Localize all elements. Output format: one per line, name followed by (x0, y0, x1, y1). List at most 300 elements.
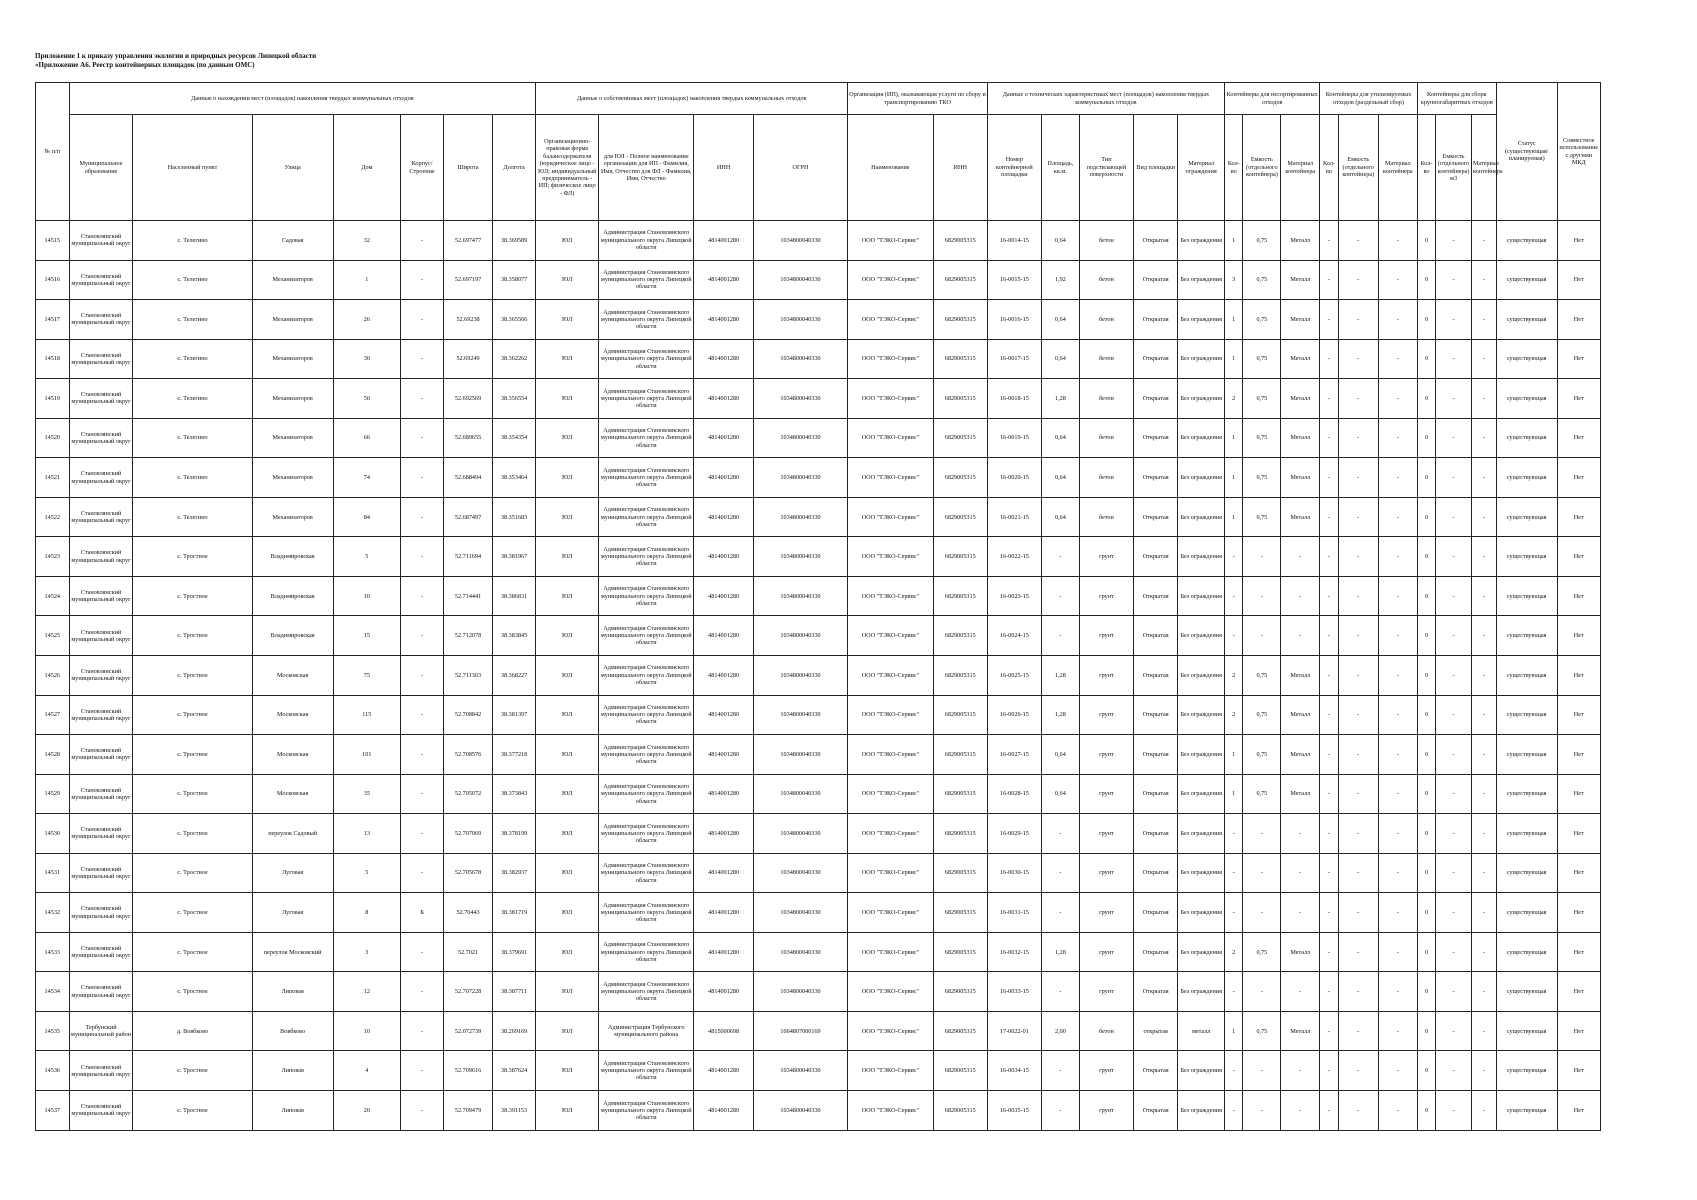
table-cell: - (400, 1011, 443, 1051)
table-cell: Нет (1557, 774, 1601, 814)
table-cell: Металл (1281, 774, 1320, 814)
table-cell: - (1436, 497, 1472, 537)
table-cell: - (1041, 537, 1079, 577)
table-cell: Без ограждения (1178, 458, 1225, 498)
table-cell: ООО "ТЭКО-Сервис" (848, 932, 934, 972)
table-cell: - (1471, 972, 1496, 1012)
table-cell: 0,75 (1243, 418, 1281, 458)
table-cell: 1,28 (1041, 656, 1079, 696)
table-cell: Нет (1557, 853, 1601, 893)
table-cell: - (1471, 1051, 1496, 1091)
table-cell: - (1378, 695, 1417, 735)
table-cell: 52.7021 (444, 932, 493, 972)
table-cell: 52.687497 (444, 497, 493, 537)
table-cell: существующая (1496, 537, 1557, 577)
table-cell: Нет (1557, 735, 1601, 775)
table-cell: ЮЛ (536, 418, 599, 458)
table-cell: с. Тростное (133, 735, 252, 775)
table-cell: - (1436, 537, 1472, 577)
table-row (36, 616, 1601, 656)
table-cell: грунт (1079, 695, 1133, 735)
table-cell: 0 (1417, 735, 1435, 775)
table-cell: 52.072739 (444, 1011, 493, 1051)
table-cell: 38.381967 (492, 537, 535, 577)
table-cell: - (400, 418, 443, 458)
table-cell: - (1471, 418, 1496, 458)
table-cell: Липовая (252, 1091, 333, 1131)
table-cell: Открытая (1133, 616, 1177, 656)
table-cell: Открытая (1133, 932, 1177, 972)
table-cell: ООО "ТЭКО-Сервис" (848, 735, 934, 775)
table-cell: Администрация Становлянского муниципального округа Липецкой области (599, 339, 694, 379)
table-cell: - (1320, 735, 1338, 775)
table-cell: 1034800040330 (753, 418, 847, 458)
table-cell: - (1243, 814, 1281, 854)
table-cell: 14535 (36, 1011, 70, 1051)
table-cell: 38.373843 (492, 774, 535, 814)
table-cell: Без ограждения (1178, 379, 1225, 419)
table-cell: 4814001280 (694, 932, 754, 972)
table-cell: - (1471, 774, 1496, 814)
table-cell: ООО "ТЭКО-Сервис" (848, 814, 934, 854)
table-cell: с. Телегино (133, 260, 252, 300)
table-cell: 35 (333, 774, 400, 814)
table-cell: 6829005315 (933, 576, 987, 616)
table-cell: 1034800040330 (753, 221, 847, 261)
table-cell: Металл (1281, 656, 1320, 696)
table-cell: существующая (1496, 1051, 1557, 1091)
table-cell: 6829005315 (933, 458, 987, 498)
table-cell: - (400, 1051, 443, 1091)
table-cell: - (400, 260, 443, 300)
table-cell: - (1338, 1011, 1378, 1051)
table-cell: бетон (1079, 497, 1133, 537)
table-cell: 0 (1417, 972, 1435, 1012)
table-cell: ООО "ТЭКО-Сервис" (848, 221, 934, 261)
table-cell: Садовая (252, 221, 333, 261)
table-cell: 38.356554 (492, 379, 535, 419)
table-cell: 16-0015-15 (987, 260, 1041, 300)
col-num-header: № п/п (36, 83, 70, 221)
table-cell: - (1436, 695, 1472, 735)
table-cell: Нет (1557, 1091, 1601, 1131)
table-cell: 16-0031-15 (987, 893, 1041, 933)
table-cell: Липовая (252, 1051, 333, 1091)
table-row (36, 853, 1601, 893)
table-cell: Механизаторов (252, 497, 333, 537)
table-cell: - (1281, 853, 1320, 893)
table-cell: 0,64 (1041, 221, 1079, 261)
table-cell: Администрация Становлянского муниципального округа Липецкой области (599, 616, 694, 656)
table-cell: 16-0029-15 (987, 814, 1041, 854)
table-cell: - (1338, 616, 1378, 656)
table-cell: с. Телегино (133, 379, 252, 419)
table-cell: Без ограждения (1178, 932, 1225, 972)
table-cell: Московская (252, 774, 333, 814)
table-cell: - (1378, 1051, 1417, 1091)
table-cell: 0,64 (1041, 774, 1079, 814)
table-cell: - (1320, 1051, 1338, 1091)
table-cell: Металл (1281, 339, 1320, 379)
table-cell: 6829005315 (933, 1091, 987, 1131)
table-cell: Нет (1557, 537, 1601, 577)
table-cell: 6829005315 (933, 932, 987, 972)
table-cell: Открытая (1133, 576, 1177, 616)
table-cell: - (1041, 853, 1079, 893)
table-cell: 1 (1225, 735, 1243, 775)
table-cell: 14528 (36, 735, 70, 775)
table-cell: существующая (1496, 972, 1557, 1012)
table-cell: 52.692569 (444, 379, 493, 419)
table-cell: - (1041, 1051, 1079, 1091)
table-cell: Администрация Становлянского муниципального округа Липецкой области (599, 537, 694, 577)
table-cell: грунт (1079, 814, 1133, 854)
col-mkd-header: Совместное использование с другими МКД (1557, 83, 1601, 221)
table-cell: - (1436, 893, 1472, 933)
table-cell: 52.714441 (444, 576, 493, 616)
table-cell: Становлянский муниципальный округ (69, 221, 133, 261)
table-cell: 0,75 (1243, 300, 1281, 340)
table-cell: Металл (1281, 735, 1320, 775)
table-cell: 52.711303 (444, 656, 493, 696)
table-cell: 0 (1417, 537, 1435, 577)
table-cell: 0,75 (1243, 260, 1281, 300)
table-cell: 26 (333, 300, 400, 340)
table-cell: Администрация Становлянского муниципального округа Липецкой области (599, 893, 694, 933)
table-cell: 14524 (36, 576, 70, 616)
table-cell: бетон (1079, 458, 1133, 498)
table-cell: - (1320, 932, 1338, 972)
table-cell: - (1378, 300, 1417, 340)
table-cell: 0,64 (1041, 300, 1079, 340)
table-cell: 14520 (36, 418, 70, 458)
table-row (36, 656, 1601, 696)
table-cell: - (1041, 1091, 1079, 1131)
table-cell: 1034800040330 (753, 814, 847, 854)
table-cell: грунт (1079, 735, 1133, 775)
table-cell: ООО "ТЭКО-Сервис" (848, 1011, 934, 1051)
table-cell: - (1338, 972, 1378, 1012)
table-cell: 38.377218 (492, 735, 535, 775)
table-cell: 4814001280 (694, 893, 754, 933)
table-cell: грунт (1079, 774, 1133, 814)
table-cell: 0 (1417, 300, 1435, 340)
table-cell: 6829005315 (933, 497, 987, 537)
table-cell: 3 (1225, 260, 1243, 300)
table-cell: ООО "ТЭКО-Сервис" (848, 300, 934, 340)
table-cell: - (1378, 932, 1417, 972)
table-cell: 14533 (36, 932, 70, 972)
group-carrier-header: Организация (ИП), оказывающая услуги по сбору и транспортированию ТКО (848, 83, 988, 115)
table-cell: 1034800040330 (753, 893, 847, 933)
table-cell: 0 (1417, 576, 1435, 616)
table-cell: - (1320, 972, 1338, 1012)
table-cell: 1,28 (1041, 379, 1079, 419)
table-cell: 38.269169 (492, 1011, 535, 1051)
table-cell: 0,75 (1243, 379, 1281, 419)
table-cell: - (1225, 853, 1243, 893)
table-cell: Нет (1557, 300, 1601, 340)
table-cell: Администрация Становлянского муниципального округа Липецкой области (599, 576, 694, 616)
table-cell: 1 (1225, 774, 1243, 814)
table-cell: ЮЛ (536, 735, 599, 775)
table-cell: 52.705678 (444, 853, 493, 893)
table-cell: бетон (1079, 418, 1133, 458)
table-cell: 1034800040330 (753, 735, 847, 775)
column-header: Муниципальное образование (69, 115, 133, 221)
table-cell: ООО "ТЭКО-Сервис" (848, 893, 934, 933)
table-cell: 16-0020-15 (987, 458, 1041, 498)
table-cell: 52.70443 (444, 893, 493, 933)
table-cell: Без ограждения (1178, 735, 1225, 775)
table-cell: - (1378, 853, 1417, 893)
table-cell: - (400, 339, 443, 379)
table-row (36, 932, 1601, 972)
table-cell: Б (400, 893, 443, 933)
table-cell: Липовая (252, 972, 333, 1012)
table-cell: 1034800040330 (753, 932, 847, 972)
table-cell: - (1471, 221, 1496, 261)
table-cell: существующая (1496, 418, 1557, 458)
table-cell: 6829005315 (933, 379, 987, 419)
table-cell: с. Тростное (133, 695, 252, 735)
table-row (36, 497, 1601, 537)
table-cell: с. Телегино (133, 221, 252, 261)
table-cell: грунт (1079, 972, 1133, 1012)
table-cell: 14526 (36, 656, 70, 696)
table-cell: - (1041, 972, 1079, 1012)
table-cell: ЮЛ (536, 972, 599, 1012)
table-cell: - (1436, 735, 1472, 775)
table-cell: 4814001280 (694, 260, 754, 300)
table-cell: Механизаторов (252, 300, 333, 340)
table-cell: Вовбково (252, 1011, 333, 1051)
table-cell: - (1243, 576, 1281, 616)
table-cell: 2,00 (1041, 1011, 1079, 1051)
table-cell: Становлянский муниципальный округ (69, 418, 133, 458)
table-cell: Администрация Становлянского муниципального округа Липецкой области (599, 814, 694, 854)
table-cell: грунт (1079, 932, 1133, 972)
table-cell: - (1436, 1091, 1472, 1131)
table-cell: - (1471, 339, 1496, 379)
table-cell: 6829005315 (933, 814, 987, 854)
table-cell: 0 (1417, 932, 1435, 972)
table-cell: Открытая (1133, 537, 1177, 577)
table-cell: 4814001280 (694, 1051, 754, 1091)
table-cell: Открытая (1133, 853, 1177, 893)
table-cell: - (1471, 576, 1496, 616)
table-cell: - (1338, 379, 1378, 419)
table-cell: ООО "ТЭКО-Сервис" (848, 576, 934, 616)
table-cell: 15 (333, 616, 400, 656)
table-cell: Администрация Становлянского муниципального округа Липецкой области (599, 774, 694, 814)
table-cell: 101 (333, 735, 400, 775)
group-location-header: Данные о нахождении мест (площадок) накопления твердых коммунальных отходов (69, 83, 536, 115)
table-cell: д. Вовбково (133, 1011, 252, 1051)
table-cell: - (1471, 893, 1496, 933)
table-cell: 4814001280 (694, 814, 754, 854)
table-cell: - (1378, 1011, 1417, 1051)
table-cell: Механизаторов (252, 339, 333, 379)
table-cell: существующая (1496, 932, 1557, 972)
table-cell: 1,28 (1041, 695, 1079, 735)
table-cell: 1034800040330 (753, 616, 847, 656)
table-cell: Становлянский муниципальный округ (69, 458, 133, 498)
table-cell: Тербунский муниципальный район (69, 1011, 133, 1051)
table-cell: - (1243, 853, 1281, 893)
table-cell: - (1471, 260, 1496, 300)
table-cell: ООО "ТЭКО-Сервис" (848, 695, 934, 735)
table-cell: Администрация Становлянского муниципального округа Липецкой области (599, 418, 694, 458)
table-cell: грунт (1079, 656, 1133, 696)
table-cell: - (1471, 458, 1496, 498)
table-cell: 4814001280 (694, 458, 754, 498)
table-cell: 0,64 (1041, 497, 1079, 537)
table-cell: 1064807000169 (753, 1011, 847, 1051)
table-cell: - (1320, 458, 1338, 498)
table-cell: грунт (1079, 1051, 1133, 1091)
table-cell: 4814001280 (694, 537, 754, 577)
table-cell: Открытая (1133, 735, 1177, 775)
column-header: ОГРН (753, 115, 847, 221)
table-cell: - (1378, 893, 1417, 933)
table-row (36, 379, 1601, 419)
table-cell: ЮЛ (536, 1051, 599, 1091)
table-cell: Открытая (1133, 695, 1177, 735)
table-cell: Открытая (1133, 418, 1177, 458)
table-cell: Московская (252, 695, 333, 735)
table-cell: - (1338, 893, 1378, 933)
table-cell: 16-0017-15 (987, 339, 1041, 379)
column-header: Номер контейнерной площадки (987, 115, 1041, 221)
table-cell: Нет (1557, 497, 1601, 537)
table-cell: ЮЛ (536, 260, 599, 300)
table-cell: - (1281, 616, 1320, 656)
table-cell: ЮЛ (536, 497, 599, 537)
table-cell: - (1471, 695, 1496, 735)
table-cell: Открытая (1133, 656, 1177, 696)
table-cell: металл (1178, 1011, 1225, 1051)
table-cell: ЮЛ (536, 656, 599, 696)
table-cell: Нет (1557, 576, 1601, 616)
table-cell: - (1338, 1051, 1378, 1091)
table-cell: бетон (1079, 339, 1133, 379)
table-cell: - (1320, 379, 1338, 419)
table-cell: 14523 (36, 537, 70, 577)
table-cell: с. Тростное (133, 1091, 252, 1131)
table-cell: 0,75 (1243, 774, 1281, 814)
column-header: Площадь, кв.м. (1041, 115, 1079, 221)
table-cell: с. Тростное (133, 537, 252, 577)
table-cell: ООО "ТЭКО-Сервис" (848, 418, 934, 458)
table-cell: ЮЛ (536, 695, 599, 735)
table-cell: - (1436, 814, 1472, 854)
table-row (36, 972, 1601, 1012)
table-cell: 0 (1417, 1011, 1435, 1051)
table-cell: Открытая (1133, 1091, 1177, 1131)
table-cell: 1034800040330 (753, 1051, 847, 1091)
table-cell: - (1320, 339, 1338, 379)
table-cell: - (1338, 458, 1378, 498)
table-cell: существующая (1496, 1011, 1557, 1051)
table-cell: ЮЛ (536, 576, 599, 616)
column-header: Кол-во (1320, 115, 1338, 221)
table-cell: 6829005315 (933, 300, 987, 340)
table-cell: 4814001280 (694, 497, 754, 537)
table-cell: с. Тростное (133, 1051, 252, 1091)
table-cell: - (1281, 893, 1320, 933)
table-cell: Владимировская (252, 537, 333, 577)
table-cell: 0,75 (1243, 497, 1281, 537)
group-unsorted-containers-header: Контейнеры для несортированных отходов (1225, 83, 1320, 115)
table-cell: - (1338, 1091, 1378, 1131)
column-header: Долгота (492, 115, 535, 221)
table-cell: Без ограждения (1178, 576, 1225, 616)
table-cell: Администрация Становлянского муниципального округа Липецкой области (599, 1051, 694, 1091)
table-cell: - (400, 458, 443, 498)
table-cell: - (1436, 932, 1472, 972)
table-cell: Становлянский муниципальный округ (69, 735, 133, 775)
table-cell: 0 (1417, 616, 1435, 656)
table-cell: ЮЛ (536, 300, 599, 340)
table-cell: Владимировская (252, 616, 333, 656)
table-cell: Становлянский муниципальный округ (69, 300, 133, 340)
group-bulky-containers-header: Контейнеры для сборк крупногабаритных отходов (1417, 83, 1496, 115)
table-cell: 4814001280 (694, 616, 754, 656)
table-cell: 1 (1225, 300, 1243, 340)
table-cell: 52.69238 (444, 300, 493, 340)
table-cell: Металл (1281, 932, 1320, 972)
table-cell: - (1378, 537, 1417, 577)
table-cell: 52.697197 (444, 260, 493, 300)
table-cell: грунт (1079, 537, 1133, 577)
table-cell: - (1378, 972, 1417, 1012)
table-cell: - (400, 576, 443, 616)
table-cell: бетон (1079, 379, 1133, 419)
table-cell: - (400, 695, 443, 735)
table-cell: 16-0018-15 (987, 379, 1041, 419)
table-cell: - (1471, 932, 1496, 972)
table-cell: Открытая (1133, 814, 1177, 854)
table-cell: ООО "ТЭКО-Сервис" (848, 774, 934, 814)
table-cell: грунт (1079, 893, 1133, 933)
table-cell: бетон (1079, 260, 1133, 300)
table-cell: - (1471, 379, 1496, 419)
table-cell: - (1338, 339, 1378, 379)
table-row (36, 300, 1601, 340)
table-cell: - (1338, 418, 1378, 458)
column-header: Тип подстилающей поверхности (1079, 115, 1133, 221)
table-cell: Становлянский муниципальный округ (69, 497, 133, 537)
table-cell: 14518 (36, 339, 70, 379)
table-cell: - (1436, 300, 1472, 340)
table-cell: Администрация Становлянского муниципального округа Липецкой области (599, 972, 694, 1012)
table-cell: - (1338, 537, 1378, 577)
table-cell: Без ограждения (1178, 656, 1225, 696)
table-cell: 6829005315 (933, 260, 987, 300)
table-cell: - (1436, 1051, 1472, 1091)
table-cell: 38.378199 (492, 814, 535, 854)
table-cell: 16-0024-15 (987, 616, 1041, 656)
table-cell: Становлянский муниципальный округ (69, 656, 133, 696)
table-cell: 4814001280 (694, 379, 754, 419)
table-cell: Московская (252, 735, 333, 775)
table-cell: 2 (1225, 932, 1243, 972)
table-cell: 14537 (36, 1091, 70, 1131)
table-cell: 1034800040330 (753, 656, 847, 696)
table-cell: 1034800040330 (753, 853, 847, 893)
table-cell: - (1225, 972, 1243, 1012)
